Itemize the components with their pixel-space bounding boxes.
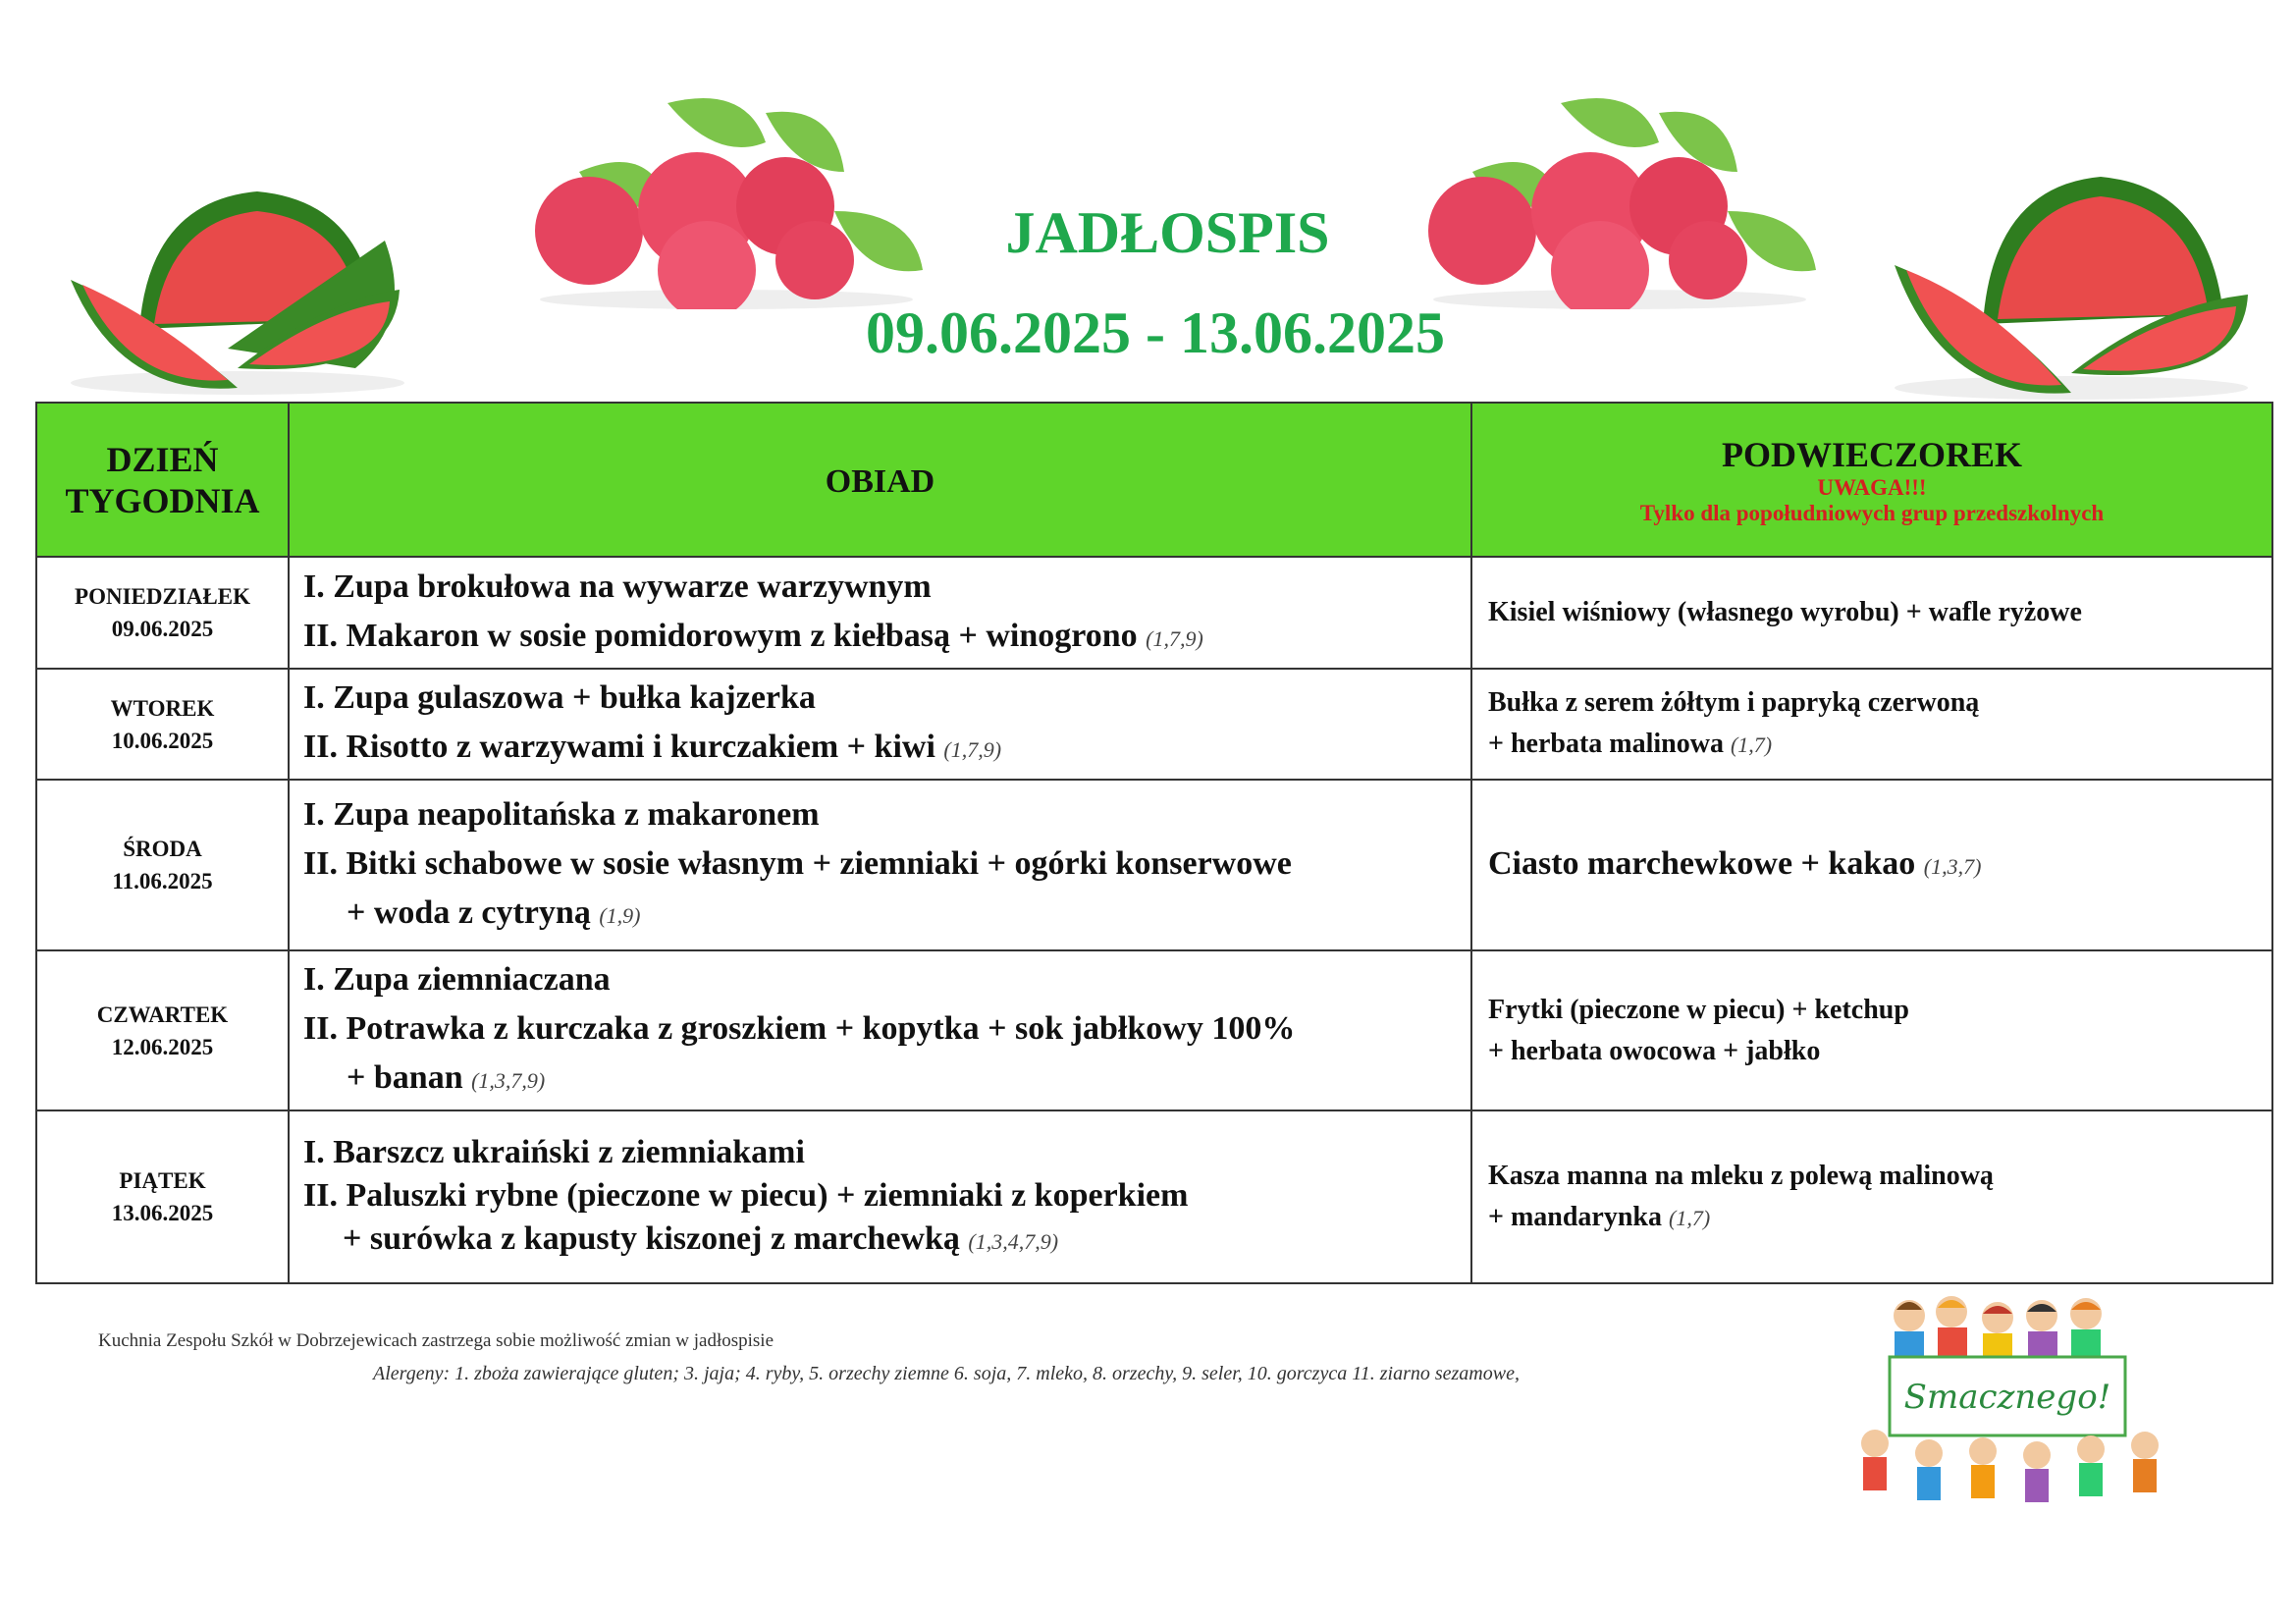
obiad-cell bbox=[289, 557, 1471, 669]
day-date: 12.06.2025 bbox=[111, 1034, 214, 1059]
obiad-cell bbox=[289, 669, 1471, 780]
table-row bbox=[36, 780, 2272, 950]
raspberries-left-image bbox=[520, 83, 933, 309]
smacznego-text: Smacznego! bbox=[1903, 1378, 2111, 1417]
menu-table bbox=[35, 402, 2273, 1284]
day-name: PONIEDZIAŁEK bbox=[75, 584, 250, 609]
obiad-course-2-cont bbox=[303, 1054, 1470, 1106]
obiad-course-2-cont-text: + surówka z kapusty kiszonej z marchewką bbox=[343, 1219, 960, 1257]
allergen-codes: (1,7,9) bbox=[943, 737, 1002, 762]
allergen-codes: (1,7) bbox=[1730, 732, 1773, 757]
obiad-course-2 bbox=[303, 612, 1470, 664]
allergen-codes: (1,3,7,9) bbox=[471, 1068, 546, 1093]
header-day-line2: TYGODNIA bbox=[65, 480, 260, 520]
allergen-codes: (1,3,4,7,9) bbox=[968, 1228, 1059, 1254]
table-row bbox=[36, 1110, 2272, 1283]
day-date: 10.06.2025 bbox=[111, 728, 214, 753]
podwieczorek-item: Frytki (pieczone w piecu) + ketchup bbox=[1488, 994, 1909, 1025]
obiad-course-1: I. Barszcz ukraiński z ziemniakami bbox=[303, 1133, 805, 1170]
obiad-course-2: II. Bitki schabowe w sosie własnym + ziemniaki + ogórki konserwowe bbox=[303, 844, 1292, 882]
obiad-course-2: II. Paluszki rybne (pieczone w piecu) + ziemniaki z koperkiem bbox=[303, 1176, 1189, 1214]
obiad-course-2: II. Potrawka z kurczaka z groszkiem + kopytka + sok jabłkowy 100% bbox=[303, 1010, 1296, 1047]
day-name: PIĄTEK bbox=[119, 1168, 206, 1193]
podwieczorek-item: Kisiel wiśniowy (własnego wyrobu) + wafle ryżowe bbox=[1488, 597, 2082, 627]
header-day-line1: DZIEŃ bbox=[106, 439, 219, 479]
day-cell bbox=[36, 950, 289, 1110]
podwieczorek-item: Bułka z serem żółtym i papryką czerwoną bbox=[1488, 687, 1980, 718]
header-warning: UWAGA!!! bbox=[1817, 474, 1927, 500]
obiad-course-1: I. Zupa neapolitańska z makaronem bbox=[303, 795, 820, 833]
day-cell bbox=[36, 780, 289, 950]
day-date: 09.06.2025 bbox=[111, 617, 214, 641]
kitchen-disclaimer: Kuchnia Zespołu Szkół w Dobrzejewicach zastrzega sobie możliwość zmian w jadłospisie bbox=[98, 1330, 774, 1351]
obiad-course-2-cont-text: + woda z cytryną bbox=[347, 893, 591, 931]
raspberries-right-image bbox=[1414, 83, 1826, 309]
allergen-codes: (1,7,9) bbox=[1146, 625, 1203, 651]
podwieczorek-item-2: + herbata owocowa + jabłko bbox=[1488, 1035, 1821, 1066]
kids-icon bbox=[1894, 1296, 2102, 1363]
day-name: WTOREK bbox=[110, 695, 215, 721]
obiad-course-2 bbox=[303, 723, 1470, 775]
obiad-course-1: I. Zupa ziemniaczana bbox=[303, 961, 611, 998]
allergen-legend: Alergeny: 1. zboża zawierające gluten; 3. jaja; 4. ryby, 5. orzechy ziemne 6. soja, 7. mleko, 8. orzechy, 9. seler, 10. gorczyca 11. ziarno sezamowe, bbox=[373, 1363, 1520, 1384]
header-warning-detail: Tylko dla popołudniowych grup przedszkolnych bbox=[1639, 500, 2105, 525]
kids-bottom-icon bbox=[1861, 1430, 2159, 1502]
allergen-codes: (1,9) bbox=[599, 902, 641, 928]
obiad-cell bbox=[289, 780, 1471, 950]
table-row bbox=[36, 950, 2272, 1110]
table-row bbox=[36, 669, 2272, 780]
obiad-course-2-text: II. Makaron w sosie pomidorowym z kiełbasą + winogrono bbox=[303, 617, 1138, 654]
podwieczorek-item bbox=[1488, 843, 2271, 888]
day-cell bbox=[36, 1110, 289, 1283]
smacznego-badge-image bbox=[1836, 1286, 2189, 1522]
podwieczorek-item-2 bbox=[1488, 724, 2271, 766]
podwieczorek-item-2-text: + herbata malinowa bbox=[1488, 729, 1724, 759]
podwieczorek-item-text: Ciasto marchewkowe + kakao bbox=[1488, 844, 1916, 882]
day-date: 13.06.2025 bbox=[111, 1201, 214, 1225]
obiad-course-2-cont bbox=[303, 1218, 1470, 1264]
podwieczorek-cell bbox=[1471, 780, 2272, 950]
podwieczorek-item: Kasza manna na mleku z polewą malinową bbox=[1488, 1160, 1994, 1191]
date-range: 09.06.2025 - 13.06.2025 bbox=[866, 300, 1445, 365]
obiad-cell bbox=[289, 950, 1471, 1110]
obiad-course-1: I. Zupa gulaszowa + bułka kajzerka bbox=[303, 679, 816, 716]
day-cell bbox=[36, 669, 289, 780]
obiad-course-2-text: II. Risotto z warzywami i kurczakiem + kiwi bbox=[303, 729, 935, 765]
obiad-course-2-cont bbox=[303, 889, 1470, 941]
page-title: JADŁOSPIS bbox=[1005, 200, 1330, 265]
header-podwieczorek-label: PODWIECZOREK bbox=[1721, 434, 2023, 474]
header-obiad-label: OBIAD bbox=[825, 462, 935, 500]
obiad-course-1: I. Zupa brokułowa na wywarze warzywnym bbox=[303, 568, 932, 605]
day-date: 11.06.2025 bbox=[112, 869, 213, 893]
podwieczorek-cell bbox=[1471, 557, 2272, 669]
podwieczorek-cell bbox=[1471, 1110, 2272, 1283]
header-obiad bbox=[289, 403, 1471, 557]
table-row bbox=[36, 557, 2272, 669]
obiad-cell bbox=[289, 1110, 1471, 1283]
day-cell bbox=[36, 557, 289, 669]
podwieczorek-cell bbox=[1471, 950, 2272, 1110]
podwieczorek-item-2-text: + mandarynka bbox=[1488, 1201, 1662, 1232]
header-podwieczorek bbox=[1471, 403, 2272, 557]
day-name: ŚRODA bbox=[123, 837, 202, 861]
podwieczorek-cell bbox=[1471, 669, 2272, 780]
podwieczorek-item-2 bbox=[1488, 1197, 2271, 1239]
header-day bbox=[36, 403, 289, 557]
allergen-codes: (1,3,7) bbox=[1923, 853, 1982, 879]
allergen-codes: (1,7) bbox=[1669, 1205, 1711, 1230]
table-header-row bbox=[36, 403, 2272, 557]
obiad-course-2-cont-text: + banan bbox=[347, 1059, 463, 1096]
day-name: CZWARTEK bbox=[96, 1001, 229, 1027]
